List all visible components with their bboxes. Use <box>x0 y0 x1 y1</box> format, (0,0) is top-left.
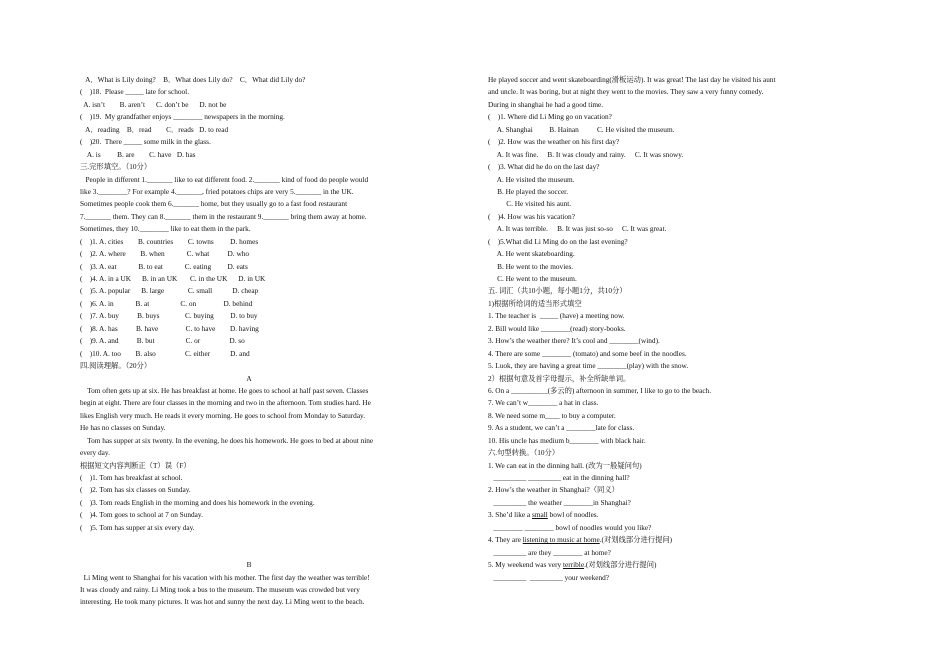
right-line: A. He visited the museum. <box>488 174 575 184</box>
right-line: 3. How’s the weather there? It’s cool and ________(wind). <box>488 336 660 346</box>
right-line: A. It was terrible. B. It was just so-so C. It was great. <box>488 224 667 234</box>
right-line: _________ _________ eat in the dinning hall? <box>488 473 630 482</box>
left-line: A．reading B．read C．reads D. to read <box>80 124 229 134</box>
line-text: 4. They are <box>488 535 523 545</box>
right-column <box>488 74 833 584</box>
right-line: ( )2. How was the weather on his first day? <box>488 137 620 147</box>
left-line: ( )3. A. eat B. to eat C. eating D. eats <box>80 261 248 271</box>
right-line: ( )4. How was his vacation? <box>488 211 575 221</box>
right-line: _________ are they ________ at home? <box>488 547 611 557</box>
right-line: A. It was fine. B. It was cloudy and rainy. C. It was snowy. <box>488 149 684 159</box>
left-line: ( )18. Please _____ late for school. <box>80 87 190 97</box>
left-line: A. isn’t B. aren’t C. don’t be D. not be <box>80 99 227 109</box>
left-line: It was cloudy and rainy. Li Ming took a bus to the museum. The museum was crowded but very <box>80 584 360 594</box>
right-line <box>488 509 833 521</box>
left-line: ( )6. A. in B. at C. on D. behind <box>80 298 253 308</box>
right-line: 六.句型转换。（10分） <box>488 448 560 458</box>
right-line: A. He went skateboarding. <box>488 249 575 259</box>
left-line: ( )4. A. in a UK B. in an UK C. in the UK D. in UK <box>80 274 266 283</box>
right-line: and uncle. It was boring, but at night they went to the movies. They saw a very funny comedy. <box>488 87 764 97</box>
left-column <box>80 74 418 609</box>
right-line: 五. 词汇（共10小题，每小题1分，共10分） <box>488 286 627 296</box>
right-line: A. Shanghai B. Hainan C. He visited the museum. <box>488 124 675 134</box>
left-line: like 3.________? For example 4._______, fried potatoes chips are very 5._______ in the UK. <box>80 186 354 196</box>
right-line: C. He visited his aunt. <box>488 199 572 209</box>
right-line: During in shanghai he had a good time. <box>488 99 604 109</box>
right-line: 1)根据所给词的适当形式填空 <box>488 298 582 308</box>
left-line: interesting. He took many pictures. It was hot and sunny the next day. Li Ming went to the beach. <box>80 597 365 607</box>
right-line: He played soccer and went skateboarding(滑板运动). It was great! The last day he visited his aunt <box>488 75 776 84</box>
line-text: 5. My weekend was very <box>488 560 563 570</box>
right-line: 1. We can eat in the dinning hall. (改为一般疑问句) <box>488 460 642 470</box>
left-line <box>80 534 418 546</box>
line-text: bowl of noodles. <box>547 510 599 520</box>
right-line: B. He went to the movies. <box>488 261 574 271</box>
left-line: A．What is Lily doing? B．What does Lily do? C．What did Lily do? <box>80 75 306 84</box>
left-line: ( )8. A. has B. have C. to have D. having <box>80 323 259 333</box>
left-line: Tom often gets up at six. He has breakfast at home. He goes to school at half past seven. Classes <box>80 385 369 395</box>
line-text: .(对划线部分进行提问) <box>584 560 657 570</box>
right-line <box>488 534 833 546</box>
left-line: ( )5. A. popular B. large C. small D. cheap <box>80 286 259 296</box>
right-line: 2. Bill would like ________(read) story-books. <box>488 323 626 333</box>
left-line: begin at eight. There are four classes in the morning and two in the afternoon. Tom studies hard. He <box>80 398 371 408</box>
left-line: 三.完形填空。（10分） <box>80 162 152 172</box>
right-line: ( )3. What did he do on the last day? <box>488 162 600 172</box>
right-line: 2）根据句意及首字母提示，补全所缺单词。 <box>488 373 631 383</box>
left-line: Sometimes, they 10.________ like to eat them in the park. <box>80 224 251 234</box>
left-line <box>80 547 418 559</box>
left-line: A <box>246 373 252 383</box>
left-line: ( )4. Tom goes to school at 7 on Sunday. <box>80 510 203 520</box>
right-line: 5. Luok, they are having a great time ________(play) with the snow. <box>488 361 689 371</box>
right-line: ( )5.What did Li Ming do on the last evening? <box>488 236 628 246</box>
left-line: ( )2. A. where B. when C. what D. who <box>80 249 250 259</box>
line-text: 3. She’d like a <box>488 510 532 520</box>
left-line: likes English very much. He reads it every morning. He goes to school from Monday to Saturday. <box>80 410 366 420</box>
left-line: ( )7. A. buy B. buys C. buying D. to buy <box>80 311 258 321</box>
right-line <box>488 559 833 571</box>
left-line: B <box>246 560 252 570</box>
left-line: ( )1. A. cities B. countries C. towns D. homes <box>80 236 259 246</box>
left-line: ( )3. Tom reads English in the morning and does his homework in the evening. <box>80 497 315 507</box>
left-line: ( )2. Tom has six classes on Sunday. <box>80 485 191 495</box>
right-line: 4. There are some ________ (tomato) and some beef in the noodles. <box>488 348 687 358</box>
left-line: 四.阅读理解。（20分） <box>80 361 152 371</box>
left-line: ( )20. There _____ some milk in the glass. <box>80 137 211 147</box>
left-line: ( )19. My grandfather enjoys ________ newspapers in the morning. <box>80 112 285 122</box>
left-line: Sometimes people cook them 6._______ home, but they usually go to a fast food restaurant <box>80 199 348 209</box>
left-line: Li Ming went to Shanghai for his vacation with his mother. The first day the weather was terrible! <box>80 572 370 582</box>
left-line: ( )10. A. too B. also C. either D. and <box>80 348 250 358</box>
underlined-text: terrible <box>562 560 585 570</box>
left-line: People in different 1._______ like to eat different food. 2._______ kind of food do people would <box>80 174 369 184</box>
left-line: ( )9. A. and B. but C. or D. so <box>80 336 245 346</box>
left-line: Tom has supper at six twenty. In the evening, he does his homework. He goes to bed at about nine <box>80 435 374 445</box>
right-line: 7. We can’t w________ a hat in class. <box>488 398 599 408</box>
right-line: 2. How’s the weather in Shanghai?（同义） <box>488 485 619 495</box>
right-line: 1. The teacher is _____ (have) a meeting now. <box>488 311 625 321</box>
right-line: 6. On a __________(多云的) afternoon in summer, I like to go to the beach. <box>488 385 712 395</box>
right-line: 9. As a student, we can’t a ________late for class. <box>488 423 635 433</box>
right-line: ________ ________ bowl of noodles would you like? <box>488 522 652 532</box>
left-line: ( )1. Tom has breakfast at school. <box>80 473 183 482</box>
left-line: every day. <box>80 448 110 458</box>
left-line: 7._______ them. They can 8._______ them in the restaurant 9._______ bring them away at home. <box>80 211 367 221</box>
left-line: 根据短文内容判断正（T）误（F） <box>80 460 191 470</box>
right-line: C. He went to the museum. <box>488 274 577 283</box>
right-line: ( )1. Where did Li Ming go on vacation? <box>488 112 612 122</box>
left-line: A. is B. are C. have D. has <box>80 149 196 159</box>
line-text: .(对划线部分进行提问) <box>599 535 673 545</box>
right-line: B. He played the soccer. <box>488 186 569 196</box>
right-line: 10. His uncle has medium b________ with black hair. <box>488 435 646 445</box>
left-line: He has no classes on Sunday. <box>80 423 166 433</box>
underlined-text: listening to music at home <box>522 535 600 545</box>
left-line: ( )5. Tom has supper at six every day. <box>80 522 195 532</box>
right-line: 8. We need some m____ to buy a computer. <box>488 410 616 420</box>
underlined-text: small <box>531 510 548 520</box>
right-line: _________ the weather ________in Shanghai? <box>488 497 631 507</box>
right-line: _________ _________ your weekend? <box>488 572 609 582</box>
